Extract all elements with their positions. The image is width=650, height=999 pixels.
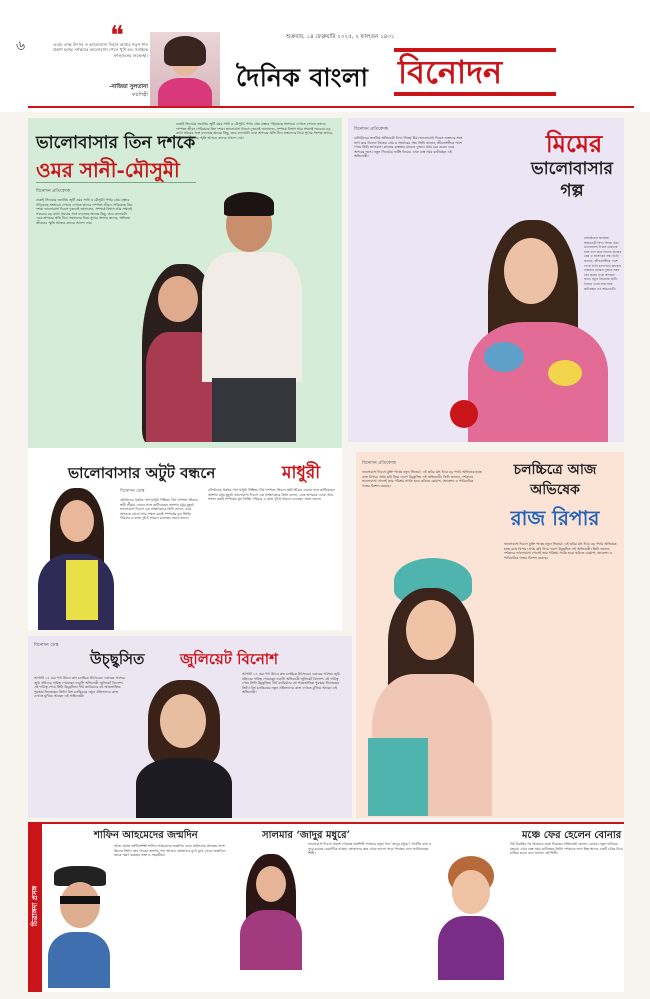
shafin-photo bbox=[46, 848, 112, 988]
story-body: আগামী ১৫ মের পর্দা উঠবে কান চলচ্চিত্র উৎসবের। এবারের আসরে জুরি প্রধানের দায়িত্ব পেয়েছেন ফরাসি অভিনেত্রী জুলিয়েট বিনোশ। এই দায়িত্ব পেয়ে তিনি উচ্ছ্বসিত। দীর্ঘ ক্যারিয়ারে বহু আন্তর্জাতিক পুরস্কার জিতেছেন তিনি। বিশ্ব চলচ্চিত্রের নতুন প্রতিভাদের কাজ দেখতে মুখিয়ে আছেন এই অভিনেত্রী। bbox=[34, 676, 125, 699]
section-badge bbox=[394, 48, 556, 96]
story-body-2: আগামী ১৫ মের পর্দা উঠবে কান চলচ্চিত্র উৎসবের। এবারের আসরে জুরি প্রধানের দায়িত্ব পেয়েছেন ফরাসি অভিনেত্রী জুলিয়েট বিনোশ। এই দায়িত্ব পেয়ে তিনি উচ্ছ্বসিত। দীর্ঘ ক্যারিয়ারে বহু আন্তর্জাতিক পুরস্কার জিতেছেন তিনি। বিশ্ব চলচ্চিত্রের নতুন প্রতিভাদের কাজ দেখতে মুখিয়ে আছেন এই অভিনেত্রী। bbox=[242, 672, 340, 695]
headline-top: চলচ্চিত্রে আজ অভিষেক bbox=[513, 462, 597, 498]
story-body-side: ঢালিউডের জনপ্রিয় অভিনেত্রী বিদ্যা সিনহা মিম। ভালোবাসা দিবসে ভক্তদের সঙ্গে ভাগ করে নিলেন নিজের প্রেম ও সংসারের গল্প। তিনি জানান, জীবনসঙ্গীকে পাশে পেয়ে তিনি ভাগ্যবান। কাজের ব্যস্ততার মাঝেও দুজনে সময় বের করেন একে অপরের জন্য। নতুন সিনেমার শুটিং নিয়েও এখন ব্যস্ত সময় কাটাচ্ছেন এই অভিনেত্রী। bbox=[584, 236, 622, 291]
quote-role: কণ্ঠশিল্পী bbox=[131, 92, 148, 98]
paper-name: দৈনিক বাংলা bbox=[236, 63, 369, 92]
headline-main: ওমর সানী-মৌসুমী bbox=[36, 158, 180, 182]
byline: বিনোদন প্রতিবেদক bbox=[362, 461, 396, 466]
helen-photo bbox=[436, 850, 506, 980]
story-body: ঢালিউডের জনপ্রিয় অভিনেত্রী বিদ্যা সিনহা মিম। ভালোবাসা দিবসে ভক্তদের সঙ্গে ভাগ করে নিলেন নিজের প্রেম ও সংসারের গল্প। তিনি জানান, জীবনসঙ্গীকে পাশে পেয়ে তিনি ভাগ্যবান। কাজের ব্যস্ততার মাঝেও দুজনে সময় বের করেন একে অপরের জন্য। নতুন সিনেমার শুটিং নিয়েও এখন ব্যস্ত সময় কাটাচ্ছেন এই অভিনেত্রী। bbox=[354, 136, 463, 159]
couple-photo bbox=[132, 192, 332, 442]
story-body-2: ভালোবাসা দিবসে মুক্তি পাচ্ছে নতুন সিনেমা। এই ছবির মধ্য দিয়ে বড় পর্দায় অভিষেক হচ্ছে রাজ রিপার। প্রথম ছবি নিয়ে দারুণ উচ্ছ্বসিত এই অভিনেত্রী। তিনি জানান, দর্শকদের ভালোবাসা পেলেই তার পরিশ্রম সার্থক হবে। ছবিতে রোমান্স, অ্যাকশন ও পারিবারিক গল্পের মিশেল রয়েছে। bbox=[504, 542, 617, 560]
quote-mark: ❝ bbox=[110, 21, 124, 51]
headline-main: ভালোবাসার গল্প bbox=[531, 159, 613, 201]
juliette-photo bbox=[128, 672, 240, 818]
bottom-strip bbox=[28, 822, 624, 992]
byline: বিনোদন প্রতিবেদক bbox=[36, 189, 70, 194]
story-juliette bbox=[28, 636, 352, 818]
story-body-right: ঢাকাই সিনেমার জনপ্রিয় জুটি ওমর সানী ও মৌসুমী। পর্দার প্রেম বাস্তবে গড়িয়েছে সংসারে। দেখতে দেখতে তাদের দাম্পত্য জীবন পেরিয়েছে তিন দশক। ভালোবাসা দিবসে দুজনেই জানালেন, সম্পর্কে বিশ্বাস আর সম্মানই সবচেয়ে বড় কথা। সময়ের সঙ্গে বদলেছে অনেক কিছু, তবে বদলায়নি একে অপরের প্রতি টান। সন্তানদের নিয়ে সুখের সংসার তাদের, অভিনয় জীবনের স্মৃতি আজও তাদের আনন্দ দেয়। bbox=[176, 122, 334, 140]
masthead-rule bbox=[28, 106, 634, 108]
section-name: বিনোদন bbox=[398, 53, 503, 91]
item-title: শাফিন আহমেদের জন্মদিন bbox=[94, 830, 198, 841]
bottom-item-salma bbox=[238, 828, 434, 990]
item-body: দীর্ঘ বিরতির পর আবারও মঞ্চে ফিরছেন অভিনেত্রী হেলেন বোনার। নতুন নাটকের মহড়ায় এখন ব্যস্ত সময় কাটাচ্ছেন তিনি। দর্শকদের জন্য ভিন্ন স্বাদের একটি চরিত্র নিয়ে হাজির হবেন বলে জানান এই শিল্পী। bbox=[510, 842, 623, 856]
page-number: ৬ bbox=[16, 38, 26, 54]
madhuri-photo bbox=[38, 484, 114, 630]
story-raj-ripa bbox=[356, 452, 624, 818]
headline-top: মিমের bbox=[545, 129, 603, 158]
headline-name: জুলিয়েট বিনোশ bbox=[180, 650, 278, 668]
item-title: সালমার ‘জাদুর মধুরে’ bbox=[262, 830, 351, 841]
byline: বিনোদন ডেস্ক bbox=[120, 489, 145, 494]
story-madhuri bbox=[28, 448, 342, 630]
quote-name: -নাজিয়া সুলতানা bbox=[109, 84, 148, 90]
story-omar-mousumi bbox=[28, 118, 342, 448]
bottom-item-shafin bbox=[46, 828, 232, 990]
date-line: শুক্রবার, ১৪ ফেব্রুয়ারি ২০২৫, ২ ফাল্গুন ১৪৩১ bbox=[286, 34, 395, 40]
byline: বিনোদন প্রতিবেদক bbox=[354, 127, 388, 132]
item-title: মঞ্চে ফের হেলেন বোনার bbox=[522, 830, 622, 841]
item-body: আজ প্রয়াত সংগীতশিল্পী শাফিন আহমেদের জন্মদিন। ব্যান্ড মাইলসের অন্যতম সদস্য ছিলেন তিনি। তার গাওয়া অসংখ্য গান আজও শ্রোতাদের মুখে মুখে ফেরে। জন্মদিনে তাকে স্মরণ করছেন ভক্ত ও সহকর্মীরা। bbox=[114, 844, 226, 858]
story-body: ভালোবাসা দিবসে মুক্তি পাচ্ছে নতুন সিনেমা। এই ছবির মধ্য দিয়ে বড় পর্দায় অভিষেক হচ্ছে রাজ রিপার। প্রথম ছবি নিয়ে দারুণ উচ্ছ্বসিত এই অভিনেত্রী। তিনি জানান, দর্শকদের ভালোবাসা পেলেই তার পরিশ্রম সার্থক হবে। ছবিতে রোমান্স, অ্যাকশন ও পারিবারিক গল্পের মিশেল রয়েছে। bbox=[362, 470, 482, 488]
story-body: বলিউডের ধকধক গার্ল মাধুরী দীক্ষিত। দীর্ঘ দাম্পত্য জীবনে স্বামী শ্রীরাম নেনের সঙ্গে কাটিয়েছেন অসংখ্য মধুর মুহূর্ত। ভালোবাসা দিবসে এক সাক্ষাৎকারে তিনি বলেন, একে অপরকে বোঝা আর সম্মান করাই সম্পর্কের মূল ভিত্তি। পরিবার ও কাজ দুই-ই সামলে চলেছেন সমান তালে। bbox=[120, 498, 198, 521]
salma-photo bbox=[240, 850, 302, 970]
masthead bbox=[0, 0, 650, 112]
byline: বিনোদন ডেস্ক bbox=[34, 643, 59, 648]
headline-name: মাধুরী bbox=[282, 463, 321, 483]
vertical-label: চিত্রাঙ্গদা প্রসঙ্গ bbox=[28, 824, 42, 992]
item-body: ভালোবাসা দিবসে প্রকাশ পেয়েছে কণ্ঠশিল্পী সালমার নতুন গান ‘জাদুর মধুরে’। গানটির কথা ও সুরে রয়েছে রোমান্টিক আবহ। শ্রোতাদের কাছ থেকে ভালো সাড়া পাচ্ছেন বলে জানিয়েছেন শিল্পী। bbox=[308, 842, 432, 856]
headline-main: রাজ রিপার bbox=[510, 506, 600, 530]
story-mim bbox=[348, 118, 624, 442]
story-body: ঢাকাই সিনেমার জনপ্রিয় জুটি ওমর সানী ও মৌসুমী। পর্দার প্রেম বাস্তবে গড়িয়েছে সংসারে। দেখতে দেখতে তাদের দাম্পত্য জীবন পেরিয়েছে তিন দশক। ভালোবাসা দিবসে দুজনেই জানালেন, সম্পর্কে বিশ্বাস আর সম্মানই সবচেয়ে বড় কথা। সময়ের সঙ্গে বদলেছে অনেক কিছু, তবে বদলায়নি একে অপরের প্রতি টান। সন্তানদের নিয়ে সুখের সংসার তাদের, অভিনয় জীবনের স্মৃতি আজও তাদের আনন্দ দেয়। bbox=[36, 198, 133, 225]
quote-portrait bbox=[150, 32, 220, 108]
headline-top: ভালোবাসার তিন দশকে bbox=[36, 133, 196, 153]
quote-text: এবার বসন্ত উৎসব ও ভালোবাসা দিবসে আমার নতুন গান প্রকাশ হচ্ছে। দর্শকদের ভালোবাসা পেলে খুশি হব। সবাইকে ফাল্গুনের শুভেচ্ছা। bbox=[53, 42, 148, 58]
bottom-item-helen bbox=[436, 828, 624, 990]
headline-prefix: উচ্ছ্বসিত bbox=[90, 650, 145, 668]
raj-photo bbox=[358, 548, 508, 816]
headline-prefix: ভালোবাসার অটুট বন্ধনে bbox=[68, 464, 216, 482]
story-body-2: বলিউডের ধকধক গার্ল মাধুরী দীক্ষিত। দীর্ঘ দাম্পত্য জীবনে স্বামী শ্রীরাম নেনের সঙ্গে কাটিয়েছেন অসংখ্য মধুর মুহূর্ত। ভালোবাসা দিবসে এক সাক্ষাৎকারে তিনি বলেন, একে অপরকে বোঝা আর সম্মান করাই সম্পর্কের মূল ভিত্তি। পরিবার ও কাজ দুই-ই সামলে চলেছেন সমান তালে। bbox=[208, 488, 335, 502]
